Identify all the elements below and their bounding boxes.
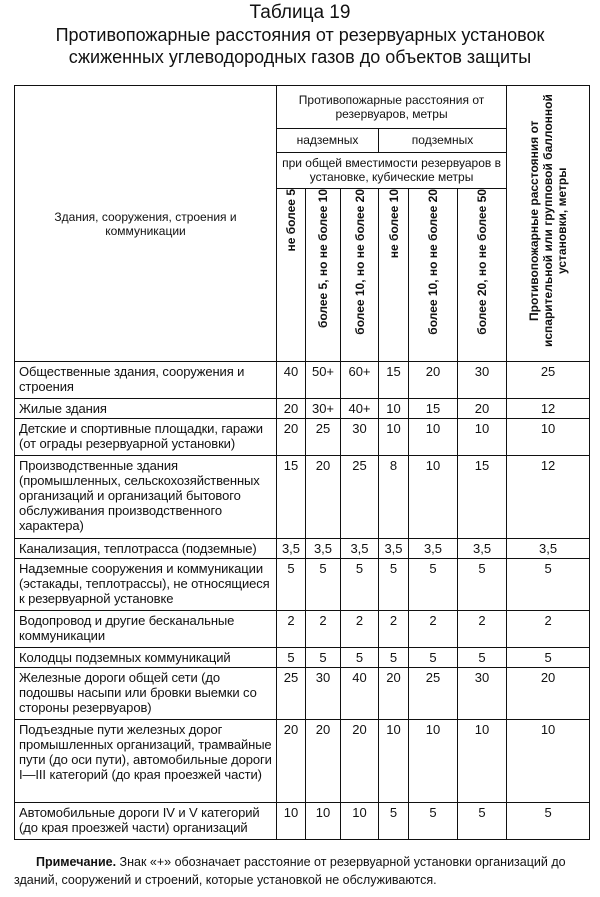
distance-value-cell: 15 [409,399,458,419]
distance-value-cell: 5 [341,559,379,611]
distance-value-cell: 5 [409,559,458,611]
object-name-cell: Колодцы подземных коммуникаций [15,648,277,668]
table-row [15,720,590,803]
distance-value-cell: 8 [379,456,409,539]
distance-value-cell: 3,5 [507,539,590,559]
footnote [14,853,590,889]
table-row [15,419,590,456]
object-name-cell: Общественные здания, сооружения и строения [15,362,277,399]
distance-value-cell: 15 [379,362,409,399]
distance-value-cell: 60+ [341,362,379,399]
object-name-cell: Железные дороги общей сети (до подошвы насыпи или бровки выемки со стороны резервуаров) [15,668,277,720]
distance-value-cell: 10 [409,720,458,803]
distance-value-cell: 5 [458,803,507,840]
object-name-cell: Надземные сооружения и коммуникации (эстакады, теплотрассы), не относящиеся к резервуарной установке [15,559,277,611]
distance-value-cell: 25 [409,668,458,720]
distance-value-cell: 10 [341,803,379,840]
distance-value-cell: 3,5 [409,539,458,559]
footnote-label: Примечание. [36,855,117,869]
distance-value-cell: 5 [341,648,379,668]
table-row [15,539,590,559]
distance-value-cell: 20 [507,668,590,720]
table-title: Противопожарные расстояния от резервуарных установок сжиженных углеводородных газов до объектов защиты [55,25,545,67]
object-name-cell: Производственные здания (промышленных, сельскохозяйственных организаций и организаций бытового обслуживания производственного характера) [15,456,277,539]
distance-value-cell: 30 [306,668,341,720]
distance-value-cell: 2 [409,611,458,648]
distance-value-cell: 3,5 [458,539,507,559]
distance-value-cell: 10 [409,456,458,539]
object-name-cell: Автомобильные дороги IV и V категорий (до края проезжей части) организаций [15,803,277,840]
distance-value-cell: 20 [409,362,458,399]
distance-value-cell: 20 [277,419,306,456]
distance-value-cell: 3,5 [379,539,409,559]
distance-value-cell: 10 [409,419,458,456]
capacity-column-header: более 10, но не более 20 [341,189,379,362]
distance-value-cell: 30 [341,419,379,456]
last-column-header: Противопожарные расстояния от испарительной или групповой баллонной установки, метры [507,86,590,362]
table-row [15,559,590,611]
distance-value-cell: 10 [458,720,507,803]
distance-value-cell: 2 [277,611,306,648]
distance-value-cell: 2 [458,611,507,648]
distance-value-cell: 30+ [306,399,341,419]
distance-value-cell: 2 [379,611,409,648]
object-name-cell: Детские и спортивные площадки, гаражи (от ограды резервуарной установки) [15,419,277,456]
distance-value-cell: 5 [507,648,590,668]
table-row [15,803,590,840]
object-name-cell: Канализация, теплотрасса (подземные) [15,539,277,559]
table-row [15,648,590,668]
table-row [15,362,590,399]
object-name-cell: Подъездные пути железных дорог промышленных организаций, трамвайные пути (до оси пути), автомобильные дороги I—III категорий (до края проезжей части) [15,720,277,803]
distance-value-cell: 5 [458,648,507,668]
distance-value-cell: 10 [306,803,341,840]
distance-value-cell: 2 [507,611,590,648]
distance-value-cell: 25 [277,668,306,720]
distance-value-cell: 15 [277,456,306,539]
distance-value-cell: 5 [379,559,409,611]
distance-value-cell: 20 [277,399,306,419]
footnote-text: Знак «+» обозначает расстояние от резервуарной установки организаций до зданий, сооружений и строений, которые установкой не обслуживаются. [14,855,566,887]
distance-value-cell: 30 [458,362,507,399]
distance-value-cell: 40 [277,362,306,399]
distance-value-cell: 3,5 [306,539,341,559]
distance-value-cell: 5 [306,648,341,668]
distance-value-cell: 5 [458,559,507,611]
distance-value-cell: 12 [507,456,590,539]
distance-value-cell: 5 [507,803,590,840]
distance-value-cell: 5 [379,648,409,668]
distance-value-cell: 5 [507,559,590,611]
distance-value-cell: 3,5 [277,539,306,559]
capacity-column-header: не более 10 [379,189,409,362]
object-column-header: Здания, сооружения, строения и коммуникации [15,86,277,362]
distance-value-cell: 10 [507,419,590,456]
distance-value-cell: 40+ [341,399,379,419]
distance-value-cell: 20 [341,720,379,803]
distances-header: Противопожарные расстояния от резервуаров, метры [277,86,507,129]
capacity-header: при общей вместимости резервуаров в установке, кубические метры [277,152,507,189]
object-name-cell: Жилые здания [15,399,277,419]
table-row [15,456,590,539]
distance-value-cell: 5 [306,559,341,611]
distance-value-cell: 12 [507,399,590,419]
capacity-column-header: более 5, но не более 10 [306,189,341,362]
distance-value-cell: 3,5 [341,539,379,559]
distance-value-cell: 10 [507,720,590,803]
distance-value-cell: 20 [379,668,409,720]
distance-value-cell: 10 [379,720,409,803]
capacity-column-header: не более 5 [277,189,306,362]
distance-value-cell: 2 [341,611,379,648]
distance-value-cell: 20 [277,720,306,803]
table-row [15,668,590,720]
distance-value-cell: 5 [277,559,306,611]
distance-value-cell: 10 [379,419,409,456]
distance-value-cell: 20 [306,456,341,539]
distance-value-cell: 2 [306,611,341,648]
distance-value-cell: 10 [277,803,306,840]
distances-table [14,85,590,840]
distance-value-cell: 40 [341,668,379,720]
table-row [15,611,590,648]
underground-header: подземных [379,128,507,152]
table-number: Таблица 19 [249,2,351,23]
distance-value-cell: 25 [306,419,341,456]
object-name-cell: Водопровод и другие бесканальные коммуникации [15,611,277,648]
distance-value-cell: 5 [409,803,458,840]
above-ground-header: надземных [277,128,379,152]
distance-value-cell: 20 [306,720,341,803]
capacity-column-header: более 20, но не более 50 [458,189,507,362]
distance-value-cell: 5 [277,648,306,668]
distance-value-cell: 10 [379,399,409,419]
distance-value-cell: 20 [458,399,507,419]
distance-value-cell: 50+ [306,362,341,399]
distance-value-cell: 25 [507,362,590,399]
distance-value-cell: 25 [341,456,379,539]
capacity-column-header: более 10, но не более 20 [409,189,458,362]
distance-value-cell: 5 [379,803,409,840]
table-row [15,399,590,419]
distance-value-cell: 15 [458,456,507,539]
distance-value-cell: 5 [409,648,458,668]
distance-value-cell: 30 [458,668,507,720]
distance-value-cell: 10 [458,419,507,456]
